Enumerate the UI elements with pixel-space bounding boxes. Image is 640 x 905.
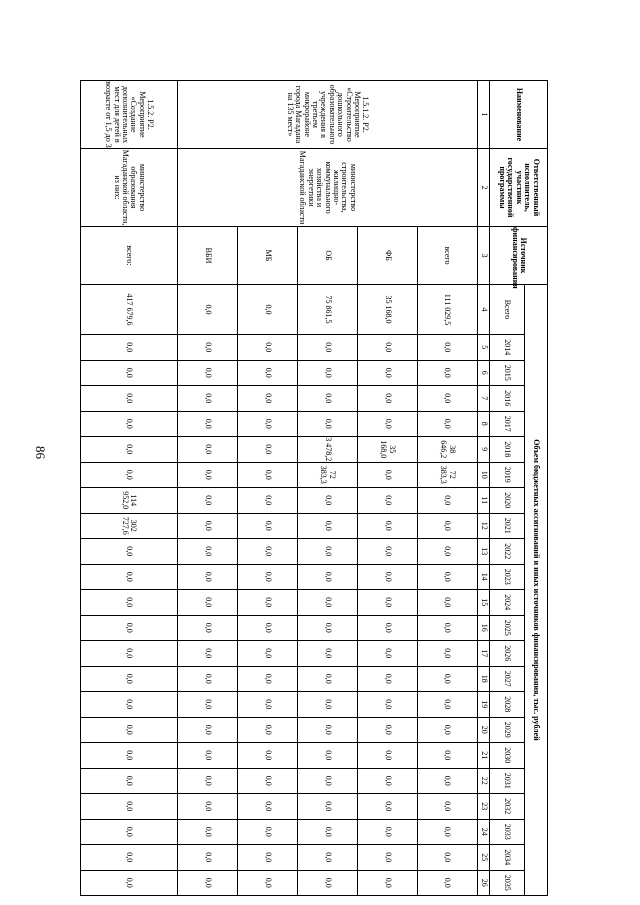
year-value: 0,0 xyxy=(298,386,358,412)
header-year: 2026 xyxy=(490,641,525,667)
header-year: 2014 xyxy=(490,335,525,361)
year-value: 0,0 xyxy=(298,768,358,794)
column-number: 22 xyxy=(477,768,489,794)
column-number: 17 xyxy=(477,641,489,667)
year-value: 0,0 xyxy=(81,437,178,463)
year-value: 0,0 xyxy=(298,539,358,565)
column-number: 25 xyxy=(477,845,489,871)
column-number: 26 xyxy=(477,870,489,896)
year-value: 0,0 xyxy=(417,768,477,794)
table-row xyxy=(81,81,178,896)
year-value: 0,0 xyxy=(238,717,298,743)
year-value: 0,0 xyxy=(357,488,417,514)
year-value: 0,0 xyxy=(178,462,238,488)
header-volume: Объем бюджетных ассигнований и иных источников финансирования, тыс. рублей xyxy=(525,285,548,896)
year-value: 0,0 xyxy=(178,360,238,386)
year-value: 0,0 xyxy=(178,513,238,539)
year-value: 0,0 xyxy=(178,488,238,514)
year-value: 0,0 xyxy=(298,666,358,692)
funding-source: ВБИ xyxy=(178,227,238,285)
year-value: 0,0 xyxy=(81,564,178,590)
year-value: 0,0 xyxy=(417,692,477,718)
year-value: 0,0 xyxy=(178,539,238,565)
column-number: 14 xyxy=(477,564,489,590)
year-value: 0,0 xyxy=(178,845,238,871)
column-number: 2 xyxy=(477,149,489,227)
year-value: 0,0 xyxy=(357,717,417,743)
column-number: 19 xyxy=(477,692,489,718)
year-value: 0,0 xyxy=(238,437,298,463)
year-value: 0,0 xyxy=(238,641,298,667)
year-value: 0,0 xyxy=(81,360,178,386)
year-value: 0,0 xyxy=(417,845,477,871)
header-year: 2021 xyxy=(490,513,525,539)
column-number: 12 xyxy=(477,513,489,539)
total-value: 35 168,0 xyxy=(357,285,417,335)
year-value: 0,0 xyxy=(417,411,477,437)
year-value: 0,0 xyxy=(357,743,417,769)
responsible-executor: министерство образования Магаданской области, из них: xyxy=(81,149,178,227)
year-value: 0,0 xyxy=(298,819,358,845)
header-year: 2016 xyxy=(490,386,525,412)
year-value: 0,0 xyxy=(417,488,477,514)
header-year: 2022 xyxy=(490,539,525,565)
total-value: 0,0 xyxy=(238,285,298,335)
header-year: 2027 xyxy=(490,666,525,692)
financing-table xyxy=(80,80,548,896)
total-value: 0,0 xyxy=(178,285,238,335)
year-value: 0,0 xyxy=(357,539,417,565)
year-value: 0,0 xyxy=(178,437,238,463)
year-value: 0,0 xyxy=(238,564,298,590)
column-number: 20 xyxy=(477,717,489,743)
year-value: 0,0 xyxy=(81,462,178,488)
column-number: 11 xyxy=(477,488,489,514)
header-executor: Ответственный исполнитель, участник государственной программы xyxy=(490,149,548,227)
year-value: 0,0 xyxy=(417,717,477,743)
header-year: 2017 xyxy=(490,411,525,437)
year-value: 0,0 xyxy=(238,666,298,692)
year-value: 0,0 xyxy=(298,411,358,437)
header-row-top xyxy=(525,81,548,896)
year-value: 0,0 xyxy=(357,845,417,871)
year-value: 0,0 xyxy=(357,870,417,896)
header-year: 2033 xyxy=(490,819,525,845)
year-value: 0,0 xyxy=(357,666,417,692)
year-value: 0,0 xyxy=(417,590,477,616)
column-number: 9 xyxy=(477,437,489,463)
year-value: 0,0 xyxy=(417,666,477,692)
year-value: 0,0 xyxy=(417,539,477,565)
year-value: 0,0 xyxy=(81,768,178,794)
column-number: 4 xyxy=(477,285,489,335)
year-value: 0,0 xyxy=(81,692,178,718)
year-value: 0,0 xyxy=(238,360,298,386)
year-value: 0,0 xyxy=(238,539,298,565)
year-value: 0,0 xyxy=(417,743,477,769)
responsible-executor: министерство строительства, жилищно-коммунального хозяйства и энергетики Магаданской области xyxy=(178,149,478,227)
year-value: 0,0 xyxy=(357,615,417,641)
year-value: 0,0 xyxy=(81,717,178,743)
year-value: 0,0 xyxy=(357,360,417,386)
year-value: 0,0 xyxy=(178,335,238,361)
year-value: 0,0 xyxy=(298,488,358,514)
column-numbers-row xyxy=(477,81,489,896)
year-value: 0,0 xyxy=(81,335,178,361)
year-value: 0,0 xyxy=(298,360,358,386)
year-value: 114 952,0 xyxy=(81,488,178,514)
year-value: 302 727,6 xyxy=(81,513,178,539)
column-number: 15 xyxy=(477,590,489,616)
year-value: 0,0 xyxy=(81,411,178,437)
year-value: 0,0 xyxy=(357,692,417,718)
year-value: 0,0 xyxy=(357,641,417,667)
year-value: 0,0 xyxy=(298,513,358,539)
year-value: 0,0 xyxy=(81,386,178,412)
year-value: 0,0 xyxy=(238,513,298,539)
year-value: 0,0 xyxy=(417,335,477,361)
year-value: 0,0 xyxy=(238,845,298,871)
year-value: 0,0 xyxy=(417,615,477,641)
header-year: 2031 xyxy=(490,768,525,794)
year-value: 0,0 xyxy=(238,743,298,769)
header-year: 2028 xyxy=(490,692,525,718)
header-year: 2035 xyxy=(490,870,525,896)
year-value: 0,0 xyxy=(81,845,178,871)
year-value: 0,0 xyxy=(357,462,417,488)
header-year: 2024 xyxy=(490,590,525,616)
year-value: 0,0 xyxy=(298,794,358,820)
year-value: 38 646,2 xyxy=(417,437,477,463)
year-value: 0,0 xyxy=(238,870,298,896)
year-value: 0,0 xyxy=(417,564,477,590)
year-value: 0,0 xyxy=(238,488,298,514)
year-value: 0,0 xyxy=(81,743,178,769)
year-value: 0,0 xyxy=(357,386,417,412)
year-value: 0,0 xyxy=(81,590,178,616)
year-value: 0,0 xyxy=(178,819,238,845)
column-number: 3 xyxy=(477,227,489,285)
funding-source: ОБ xyxy=(298,227,358,285)
year-value: 0,0 xyxy=(298,743,358,769)
header-year: 2020 xyxy=(490,488,525,514)
column-number: 13 xyxy=(477,539,489,565)
year-value: 0,0 xyxy=(238,590,298,616)
year-value: 0,0 xyxy=(178,386,238,412)
year-value: 0,0 xyxy=(357,335,417,361)
year-value: 0,0 xyxy=(81,819,178,845)
year-value: 0,0 xyxy=(178,794,238,820)
year-value: 0,0 xyxy=(178,564,238,590)
year-value: 0,0 xyxy=(357,768,417,794)
header-year: 2018 xyxy=(490,437,525,463)
year-value: 0,0 xyxy=(81,539,178,565)
year-value: 0,0 xyxy=(417,513,477,539)
year-value: 0,0 xyxy=(81,641,178,667)
year-value: 0,0 xyxy=(298,870,358,896)
year-value: 0,0 xyxy=(417,641,477,667)
year-value: 0,0 xyxy=(298,717,358,743)
year-value: 0,0 xyxy=(357,513,417,539)
funding-source: всего: xyxy=(81,227,178,285)
year-value: 35 168,0 xyxy=(357,437,417,463)
column-number: 24 xyxy=(477,819,489,845)
year-value: 0,0 xyxy=(298,641,358,667)
activity-name: 1.5.1.2. Р2. Мероприятие «Строительство дошкольного образовательного учреждения в третьем микрорайоне города Магадана на 135 мест» xyxy=(178,81,478,149)
header-year: 2030 xyxy=(490,743,525,769)
column-number: 21 xyxy=(477,743,489,769)
year-value: 0,0 xyxy=(178,615,238,641)
year-value: 0,0 xyxy=(417,819,477,845)
column-number: 10 xyxy=(477,462,489,488)
year-value: 0,0 xyxy=(417,360,477,386)
header-year: 2023 xyxy=(490,564,525,590)
year-value: 0,0 xyxy=(178,743,238,769)
year-value: 0,0 xyxy=(178,768,238,794)
year-value: 72 383,3 xyxy=(417,462,477,488)
year-value: 3 478,2 xyxy=(298,437,358,463)
funding-source: МБ xyxy=(238,227,298,285)
financing-table-rotated xyxy=(80,80,548,895)
header-year: 2015 xyxy=(490,360,525,386)
year-value: 0,0 xyxy=(178,870,238,896)
year-value: 0,0 xyxy=(81,794,178,820)
year-value: 0,0 xyxy=(298,692,358,718)
header-total: Всего xyxy=(490,285,525,335)
column-number: 16 xyxy=(477,615,489,641)
header-year: 2034 xyxy=(490,845,525,871)
year-value: 72 383,3 xyxy=(298,462,358,488)
year-value: 0,0 xyxy=(238,335,298,361)
header-year: 2019 xyxy=(490,462,525,488)
year-value: 0,0 xyxy=(298,845,358,871)
year-value: 0,0 xyxy=(298,564,358,590)
year-value: 0,0 xyxy=(178,641,238,667)
column-number: 23 xyxy=(477,794,489,820)
year-value: 0,0 xyxy=(357,411,417,437)
total-value: 111 029,5 xyxy=(417,285,477,335)
header-source: Источник финансирования xyxy=(490,227,548,285)
year-value: 0,0 xyxy=(357,564,417,590)
year-value: 0,0 xyxy=(298,590,358,616)
year-value: 0,0 xyxy=(178,590,238,616)
year-value: 0,0 xyxy=(178,717,238,743)
year-value: 0,0 xyxy=(238,411,298,437)
funding-source: ФБ xyxy=(357,227,417,285)
header-name: Наименование xyxy=(490,81,548,149)
year-value: 0,0 xyxy=(81,666,178,692)
year-value: 0,0 xyxy=(357,794,417,820)
year-value: 0,0 xyxy=(178,692,238,718)
year-value: 0,0 xyxy=(238,768,298,794)
total-value: 417 679,6 xyxy=(81,285,178,335)
year-value: 0,0 xyxy=(81,615,178,641)
year-value: 0,0 xyxy=(178,666,238,692)
year-value: 0,0 xyxy=(357,590,417,616)
year-value: 0,0 xyxy=(238,819,298,845)
column-number: 5 xyxy=(477,335,489,361)
column-number: 7 xyxy=(477,386,489,412)
year-value: 0,0 xyxy=(238,692,298,718)
year-value: 0,0 xyxy=(178,411,238,437)
year-value: 0,0 xyxy=(417,794,477,820)
header-year: 2025 xyxy=(490,615,525,641)
column-number: 18 xyxy=(477,666,489,692)
year-value: 0,0 xyxy=(298,615,358,641)
year-value: 0,0 xyxy=(417,870,477,896)
year-value: 0,0 xyxy=(417,386,477,412)
column-number: 8 xyxy=(477,411,489,437)
total-value: 75 861,5 xyxy=(298,285,358,335)
year-value: 0,0 xyxy=(238,462,298,488)
table-row xyxy=(417,81,477,896)
header-year: 2032 xyxy=(490,794,525,820)
page-number: 86 xyxy=(33,446,48,459)
column-number: 6 xyxy=(477,360,489,386)
year-value: 0,0 xyxy=(238,794,298,820)
year-value: 0,0 xyxy=(357,819,417,845)
funding-source: всего xyxy=(417,227,477,285)
year-value: 0,0 xyxy=(238,615,298,641)
year-value: 0,0 xyxy=(298,335,358,361)
year-value: 0,0 xyxy=(81,870,178,896)
header-year: 2029 xyxy=(490,717,525,743)
table-body xyxy=(81,81,548,896)
year-value: 0,0 xyxy=(238,386,298,412)
column-number: 1 xyxy=(477,81,489,149)
activity-name: 1.5.2. Р2. Мероприятие «Создание дополнительных мест для детей в возрасте от 1,5 до 3 xyxy=(81,81,178,149)
